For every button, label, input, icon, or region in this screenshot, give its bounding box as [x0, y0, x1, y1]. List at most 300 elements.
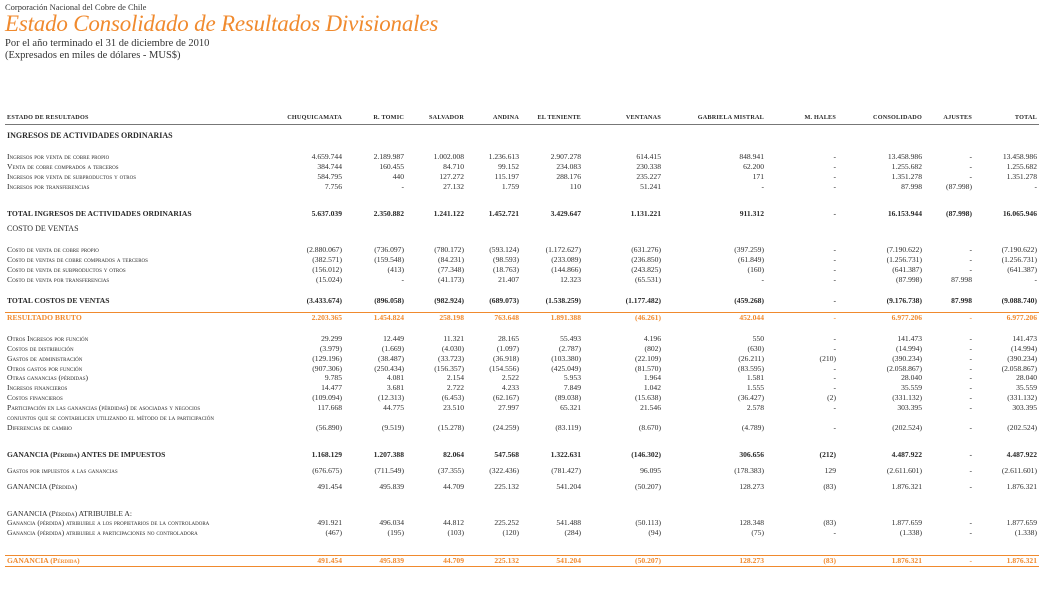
value-cell: (459.268)	[734, 295, 764, 305]
value-cell: (331.132)	[892, 393, 922, 403]
value-cell	[974, 509, 1039, 519]
value-cell: 1.168.129	[311, 449, 342, 459]
row-label: Costo de ventas de cobre comprados a terceros	[7, 255, 148, 265]
value-cell: -	[1034, 181, 1037, 191]
table-row	[5, 482, 1039, 492]
value-cell: 1.891.388	[521, 312, 583, 322]
value-cell	[281, 413, 344, 423]
value-cell: 2.522	[501, 373, 519, 383]
value-cell: (780.172)	[434, 245, 464, 255]
value-cell: 4.233	[501, 383, 519, 393]
value-cell: -	[969, 333, 972, 343]
value-cell: (103)	[447, 528, 464, 538]
value-cell: 171	[752, 171, 764, 181]
value-cell	[281, 224, 344, 234]
row-label: GANANCIA (Pérdida)	[5, 556, 281, 567]
value-cell: -	[833, 255, 836, 265]
spacer-cell	[5, 538, 1039, 549]
value-cell: (896.058)	[374, 295, 404, 305]
value-cell: (33.723)	[438, 353, 464, 363]
value-cell: 550	[752, 333, 764, 343]
value-cell: (195)	[387, 528, 404, 538]
row-label: Costos financieros	[7, 393, 63, 403]
value-cell: 384.744	[317, 161, 342, 171]
value-cell: 4.487.922	[891, 449, 922, 459]
value-cell: (22.109)	[635, 353, 661, 363]
value-cell: (84.231)	[438, 255, 464, 265]
row-label: RESULTADO BRUTO	[5, 312, 281, 322]
value-cell: 87.998	[951, 295, 972, 305]
row-label: Diferencias de cambio	[7, 422, 72, 432]
value-cell: (15.638)	[635, 393, 661, 403]
row-label: Ganancia (pérdida) atribuible a los propietarios de la controladora	[7, 518, 210, 528]
value-cell: (109.094)	[312, 393, 342, 403]
value-cell: -	[969, 265, 972, 275]
value-cell: (233.089)	[551, 255, 581, 265]
row-label: Costo de venta de subproductos y otros	[7, 265, 126, 275]
value-cell: (4.030)	[441, 343, 464, 353]
value-cell: -	[833, 151, 836, 161]
value-cell: (75)	[751, 528, 764, 538]
table-row	[5, 466, 1039, 476]
value-cell: 4.196	[643, 333, 661, 343]
value-cell: (390.234)	[892, 353, 922, 363]
table-row	[5, 209, 1039, 219]
value-cell: 1.964	[643, 373, 661, 383]
row-label: Otros gastos por función	[7, 363, 83, 373]
column-header: CHUQUICAMATA	[281, 112, 344, 125]
value-cell: 225.132	[466, 556, 521, 567]
row-label: GANANCIA (Pérdida) ANTES DE IMPUESTOS	[7, 449, 166, 459]
value-cell: 35.559	[901, 383, 922, 393]
value-cell: (413)	[387, 265, 404, 275]
value-cell: 44.709	[406, 556, 466, 567]
value-cell: 3.429.647	[550, 208, 581, 218]
value-cell: 541.488	[556, 518, 581, 528]
value-cell: 16.065.946	[1002, 208, 1037, 218]
value-cell: 1.581	[746, 373, 764, 383]
value-cell: 303.395	[897, 403, 922, 413]
value-cell: -	[969, 161, 972, 171]
value-cell: 541.204	[521, 556, 583, 567]
table-row	[5, 403, 1039, 413]
table-row	[5, 528, 1039, 538]
value-cell: -	[833, 245, 836, 255]
value-cell	[406, 509, 466, 519]
column-header: GABRIELA MISTRAL	[663, 112, 766, 125]
value-cell: 1.255.682	[891, 161, 922, 171]
value-cell: (36.427)	[738, 393, 764, 403]
value-cell	[583, 224, 663, 234]
value-cell: 128.273	[663, 556, 766, 567]
value-cell	[466, 131, 521, 141]
value-cell: 14.477	[321, 383, 342, 393]
value-cell: (65.531)	[635, 275, 661, 285]
organization-name: Corporación Nacional del Cobre de Chile	[5, 2, 147, 12]
value-cell: 5.953	[563, 373, 581, 383]
value-cell: (87.998)	[946, 181, 972, 191]
column-header: ESTADO DE RESULTADOS	[5, 112, 281, 125]
column-header: SALVADOR	[406, 112, 466, 125]
row-label: COSTO DE VENTAS	[7, 224, 79, 234]
row-label: INGRESOS DE ACTIVIDADES ORDINARIAS	[7, 131, 173, 140]
value-cell: 230.338	[636, 161, 661, 171]
value-cell: 1.454.824	[344, 312, 406, 322]
table-row	[5, 255, 1039, 265]
value-cell: (1.097)	[496, 343, 519, 353]
column-header: VENTANAS	[583, 112, 663, 125]
value-cell: 1.351.278	[1006, 171, 1037, 181]
value-cell: (83.119)	[555, 422, 581, 432]
value-cell	[583, 131, 663, 141]
spacer-cell	[5, 234, 1039, 245]
value-cell: (2.058.867)	[886, 363, 922, 373]
value-cell: 911.312	[739, 208, 764, 218]
value-cell: -	[969, 363, 972, 373]
value-cell: 1.131.221	[630, 208, 661, 218]
value-cell	[974, 413, 1039, 423]
value-cell: 13.458.986	[1002, 151, 1037, 161]
value-cell: -	[833, 422, 836, 432]
value-cell: 12.323	[560, 275, 581, 285]
value-cell: 2.189.987	[373, 151, 404, 161]
value-cell: (6.453)	[441, 393, 464, 403]
value-cell: 4.487.922	[1006, 449, 1037, 459]
value-cell: 541.204	[556, 481, 581, 491]
value-cell: -	[401, 275, 404, 285]
column-header: M. HALES	[766, 112, 838, 125]
value-cell: 7.849	[563, 383, 581, 393]
row-label: Ganancia (pérdida) atribuible a participaciones no controladora	[7, 528, 198, 538]
value-cell: 128.273	[739, 481, 764, 491]
value-cell: (284)	[564, 528, 581, 538]
value-cell: (3.433.674)	[306, 295, 342, 305]
value-cell: -	[1034, 275, 1037, 285]
value-cell: (4.789)	[741, 422, 764, 432]
value-cell: (1.256.731)	[1001, 255, 1037, 265]
table-row	[5, 373, 1039, 383]
value-cell: 288.176	[556, 171, 581, 181]
value-cell: (425.049)	[551, 363, 581, 373]
value-cell: 127.272	[439, 171, 464, 181]
spacer-row	[5, 141, 1039, 152]
value-cell: (9.176.738)	[886, 295, 922, 305]
value-cell: 547.568	[494, 449, 519, 459]
table-row	[5, 172, 1039, 182]
value-cell: (18.763)	[493, 265, 519, 275]
table-row	[5, 162, 1039, 172]
value-cell: -	[969, 481, 972, 491]
value-cell: (98.593)	[493, 255, 519, 265]
value-cell: (61.849)	[738, 255, 764, 265]
value-cell: -	[969, 449, 972, 459]
value-cell: 2.722	[446, 383, 464, 393]
value-cell: (15.024)	[316, 275, 342, 285]
table-row	[5, 296, 1039, 306]
value-cell	[281, 131, 344, 141]
value-cell: (83)	[823, 481, 836, 491]
value-cell	[663, 224, 766, 234]
row-label: Participación en las ganancias (pérdidas) de asociadas y negocios	[7, 403, 201, 413]
value-cell: (26.211)	[738, 353, 764, 363]
value-cell: 28.040	[1016, 373, 1037, 383]
value-cell: 9.785	[324, 373, 342, 383]
value-cell: 1.002.008	[433, 151, 464, 161]
value-cell: 141.473	[897, 333, 922, 343]
value-cell: (14.994)	[896, 343, 922, 353]
value-cell: (156.012)	[312, 265, 342, 275]
spacer-cell	[5, 141, 1039, 152]
value-cell	[838, 509, 924, 519]
value-cell: 2.203.365	[281, 312, 344, 322]
value-cell: -	[833, 403, 836, 413]
value-cell: -	[969, 373, 972, 383]
value-cell: (7.190.622)	[1001, 245, 1037, 255]
value-cell: 129	[824, 465, 836, 475]
column-header: AJUSTES	[924, 112, 974, 125]
row-label: Venta de cobre comprados a terceros	[7, 161, 119, 171]
value-cell: (24.259)	[493, 422, 519, 432]
value-cell	[838, 131, 924, 141]
value-cell: 1.236.613	[488, 151, 519, 161]
value-cell: (630)	[747, 343, 764, 353]
value-cell: -	[833, 265, 836, 275]
value-cell: -	[969, 465, 972, 475]
row-label: Costo de venta por transferencias	[7, 275, 110, 285]
value-cell: (2)	[827, 393, 836, 403]
value-cell: 55.493	[560, 333, 581, 343]
value-cell: 28.165	[498, 333, 519, 343]
value-cell: -	[969, 528, 972, 538]
value-cell	[583, 509, 663, 519]
value-cell: (37.355)	[438, 465, 464, 475]
value-cell: 614.415	[636, 151, 661, 161]
value-cell: -	[833, 373, 836, 383]
value-cell: (77.348)	[438, 265, 464, 275]
value-cell: (129.196)	[312, 353, 342, 363]
value-cell: (160)	[747, 265, 764, 275]
spacer-cell	[5, 492, 1039, 503]
value-cell: (593.124)	[489, 245, 519, 255]
value-cell: (250.434)	[374, 363, 404, 373]
row-label: Otros Ingresos por función	[7, 333, 89, 343]
value-cell: (89.038)	[555, 393, 581, 403]
value-cell: 1.255.682	[1006, 161, 1037, 171]
value-cell: (8.670)	[638, 422, 661, 432]
row-label: Ingresos financieros	[7, 383, 68, 393]
value-cell	[344, 509, 406, 519]
value-cell: -	[766, 312, 838, 322]
value-cell: (322.436)	[489, 465, 519, 475]
row-label: Costos de distribución	[7, 343, 74, 353]
value-cell: 3.681	[386, 383, 404, 393]
value-cell: 23.510	[443, 403, 464, 413]
value-cell: (3.979)	[319, 343, 342, 353]
table-row	[5, 509, 1039, 519]
value-cell	[924, 413, 974, 423]
value-cell: 6.977.206	[974, 312, 1039, 322]
value-cell: (1.669)	[381, 343, 404, 353]
value-cell: (212)	[819, 449, 836, 459]
value-cell: 496.034	[379, 518, 404, 528]
value-cell: (83.595)	[738, 363, 764, 373]
value-cell: 848.941	[739, 151, 764, 161]
value-cell: 96.095	[640, 465, 661, 475]
value-cell: (641.387)	[1007, 265, 1037, 275]
section-header-row	[5, 131, 1039, 141]
table-row	[5, 312, 1039, 322]
value-cell: (9.088.740)	[1001, 295, 1037, 305]
value-cell	[838, 413, 924, 423]
spacer-cell	[5, 192, 1039, 203]
table-row	[5, 556, 1039, 567]
value-cell: 13.458.986	[887, 151, 922, 161]
value-cell: (7.190.622)	[886, 245, 922, 255]
value-cell: (1.172.627)	[545, 245, 581, 255]
value-cell	[663, 131, 766, 141]
value-cell: 87.998	[901, 181, 922, 191]
value-cell: (62.167)	[493, 393, 519, 403]
value-cell: -	[969, 422, 972, 432]
value-cell: (87.998)	[896, 275, 922, 285]
value-cell: -	[833, 333, 836, 343]
row-label: GANANCIA (Pérdida) ATRIBUIBLE A:	[7, 508, 132, 518]
value-cell: (94)	[648, 528, 661, 538]
value-cell: (982.924)	[434, 295, 464, 305]
value-cell	[766, 413, 838, 423]
table-row	[5, 275, 1039, 285]
period-subtitle: Por el año terminado el 31 de diciembre de 2010	[5, 38, 210, 49]
value-cell: 2.907.278	[550, 151, 581, 161]
value-cell: 1.876.321	[1006, 481, 1037, 491]
spacer-row	[5, 492, 1039, 503]
value-cell: (397.259)	[734, 245, 764, 255]
value-cell: (631.276)	[631, 245, 661, 255]
value-cell: -	[833, 528, 836, 538]
value-cell: 1.877.659	[891, 518, 922, 528]
value-cell: (81.570)	[635, 363, 661, 373]
value-cell: 1.759	[501, 181, 519, 191]
value-cell	[663, 509, 766, 519]
table-row	[5, 334, 1039, 344]
row-label: Ingresos por venta de cobre propio	[7, 151, 110, 161]
value-cell: 44.775	[383, 403, 404, 413]
value-cell: (41.173)	[438, 275, 464, 285]
column-header: TOTAL	[974, 112, 1039, 125]
value-cell: 141.473	[1012, 333, 1037, 343]
value-cell: (1.538.259)	[545, 295, 581, 305]
value-cell: (50.207)	[635, 481, 661, 491]
value-cell: 4.081	[386, 373, 404, 383]
table-header-row	[5, 112, 1039, 125]
column-header: ANDINA	[466, 112, 521, 125]
value-cell: 35.559	[1016, 383, 1037, 393]
value-cell	[521, 509, 583, 519]
row-label: Ingresos por transferencias	[7, 181, 90, 191]
value-cell: (243.825)	[631, 265, 661, 275]
value-cell: (802)	[644, 343, 661, 353]
value-cell: (50.207)	[583, 556, 663, 567]
value-cell: (202.524)	[892, 422, 922, 432]
value-cell: (1.338)	[1014, 528, 1037, 538]
value-cell	[406, 224, 466, 234]
table-row	[5, 364, 1039, 374]
value-cell	[838, 224, 924, 234]
value-cell	[466, 413, 521, 423]
value-cell: 1.876.321	[974, 556, 1039, 567]
value-cell: 29.299	[321, 333, 342, 343]
value-cell: (2.058.867)	[1001, 363, 1037, 373]
value-cell: (1.177.482)	[625, 295, 661, 305]
value-cell: (390.234)	[1007, 353, 1037, 363]
value-cell: -	[833, 208, 836, 218]
value-cell: (144.866)	[551, 265, 581, 275]
spacer-cell	[5, 323, 1039, 334]
value-cell: 1.876.321	[838, 556, 924, 567]
value-cell: 1.241.122	[433, 208, 464, 218]
value-cell	[466, 224, 521, 234]
value-cell: (83)	[766, 556, 838, 567]
table-body	[5, 125, 1039, 567]
row-label: TOTAL INGRESOS DE ACTIVIDADES ORDINARIAS	[7, 208, 192, 218]
value-cell: -	[833, 161, 836, 171]
value-cell: -	[924, 556, 974, 567]
value-cell: -	[969, 403, 972, 413]
value-cell: 11.321	[443, 333, 464, 343]
value-cell: -	[924, 312, 974, 322]
income-statement-table	[5, 112, 1039, 567]
value-cell	[766, 224, 838, 234]
value-cell: 160.455	[379, 161, 404, 171]
value-cell: (9.519)	[381, 422, 404, 432]
value-cell: 51.241	[640, 181, 661, 191]
value-cell: (382.571)	[312, 255, 342, 265]
value-cell: 1.322.631	[550, 449, 581, 459]
value-cell	[924, 224, 974, 234]
row-label: conjuntos que se contabilicen utilizando el método de la participación	[7, 413, 214, 423]
value-cell	[344, 413, 406, 423]
value-cell: 84.710	[443, 161, 464, 171]
value-cell: (146.302)	[631, 449, 661, 459]
column-header: R. TOMIC	[344, 112, 406, 125]
value-cell: 763.648	[466, 312, 521, 322]
value-cell: (38.487)	[378, 353, 404, 363]
spacer-cell	[5, 433, 1039, 444]
value-cell: 1.877.659	[1006, 518, 1037, 528]
table-row	[5, 354, 1039, 364]
value-cell: 1.042	[643, 383, 661, 393]
value-cell: (103.380)	[551, 353, 581, 363]
value-cell: 82.064	[443, 449, 464, 459]
value-cell: (2.611.601)	[1001, 465, 1037, 475]
value-cell: -	[969, 151, 972, 161]
spacer-cell	[5, 285, 1039, 296]
value-cell: 128.348	[739, 518, 764, 528]
value-cell: 4.659.744	[311, 151, 342, 161]
value-cell: -	[969, 393, 972, 403]
value-cell: 99.152	[498, 161, 519, 171]
value-cell: -	[833, 383, 836, 393]
value-cell	[406, 413, 466, 423]
value-cell	[344, 224, 406, 234]
value-cell: -	[761, 275, 764, 285]
value-cell	[281, 509, 344, 519]
value-cell: (36.918)	[493, 353, 519, 363]
table-row	[5, 383, 1039, 393]
value-cell: 21.546	[640, 403, 661, 413]
row-label: GANANCIA (Pérdida)	[7, 481, 78, 491]
table-row	[5, 423, 1039, 433]
